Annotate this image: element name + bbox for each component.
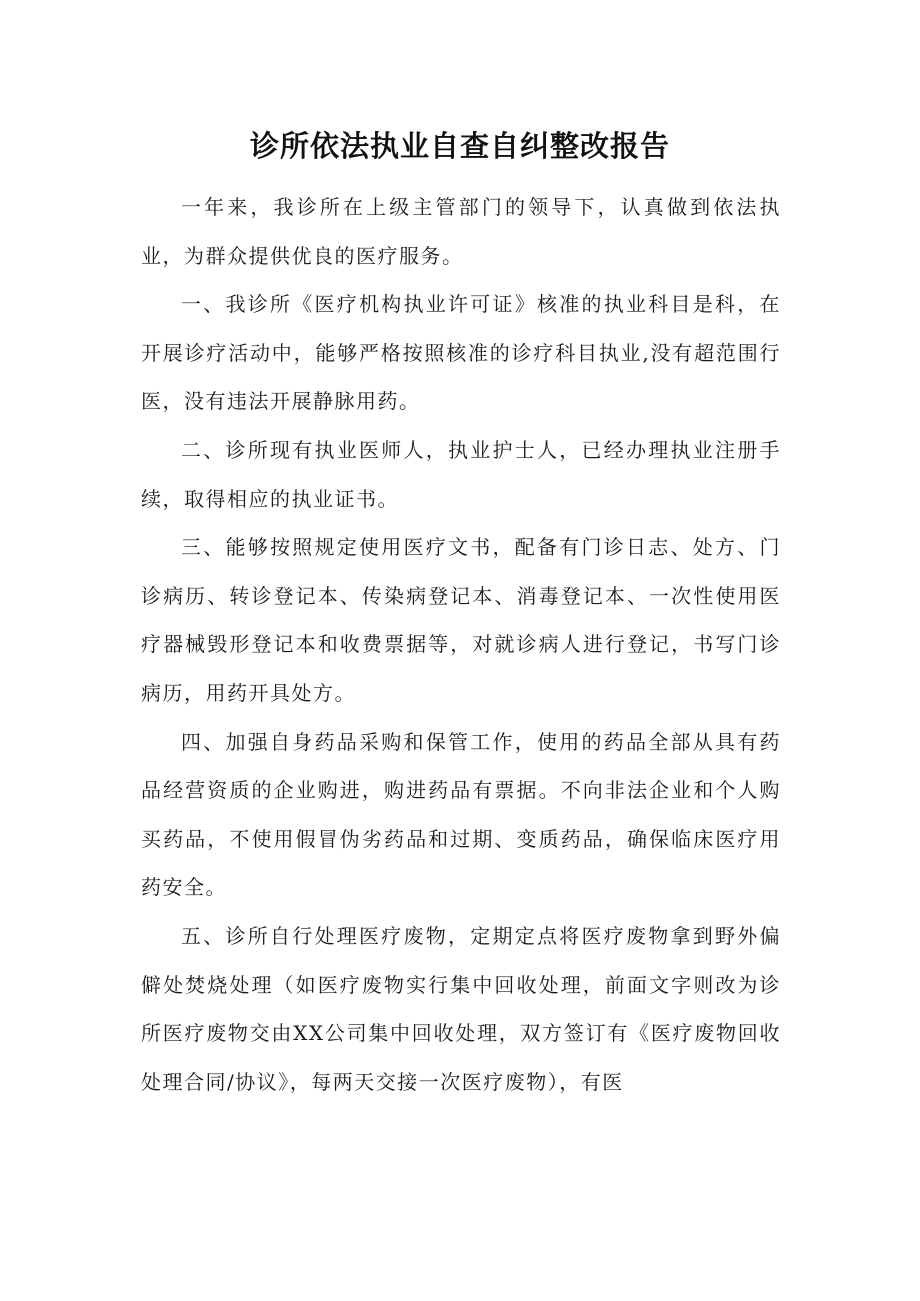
document-body bbox=[141, 183, 781, 1106]
paragraph-section-1: 一、我诊所《医疗机构执业许可证》核准的执业科目是科，在开展诊疗活动中，能够严格按照核准的诊疗科目执业,没有超范围行医，没有违法开展静脉用药。 bbox=[141, 292, 781, 414]
paragraph-section-2: 二、诊所现有执业医师人，执业护士人，已经办理执业注册手续，取得相应的执业证书。 bbox=[141, 437, 781, 511]
paragraph-section-4: 四、加强自身药品采购和保管工作，使用的药品全部从具有药品经营资质的企业购进，购进药品有票据。不向非法企业和个人购买药品，不使用假冒伪劣药品和过期、变质药品，确保临床医疗用药安全。 bbox=[141, 729, 781, 900]
paragraph-intro: 一年来，我诊所在上级主管部门的领导下，认真做到依法执业，为群众提供优良的医疗服务。 bbox=[141, 195, 781, 268]
document-title: 诊所依法执业自查自纠整改报告 bbox=[249, 129, 670, 163]
paragraph-section-3: 三、能够按照规定使用医疗文书，配备有门诊日志、处方、门诊病历、转诊登记本、传染病登记本、消毒登记本、一次性使用医疗器械毁形登记本和收费票据等，对就诊病人进行登记，书写门诊病历，用药开具处方。 bbox=[141, 535, 781, 705]
paragraph-section-5: 五、诊所自行处理医疗废物，定期定点将医疗废物拿到野外偏僻处焚烧处理（如医疗废物实行集中回收处理，前面文字则改为诊所医疗废物交由XX公司集中回收处理，双方签订有《医疗废物回收处理合同/协议》，每两天交接一次医疗废物），有医 bbox=[141, 923, 781, 1094]
